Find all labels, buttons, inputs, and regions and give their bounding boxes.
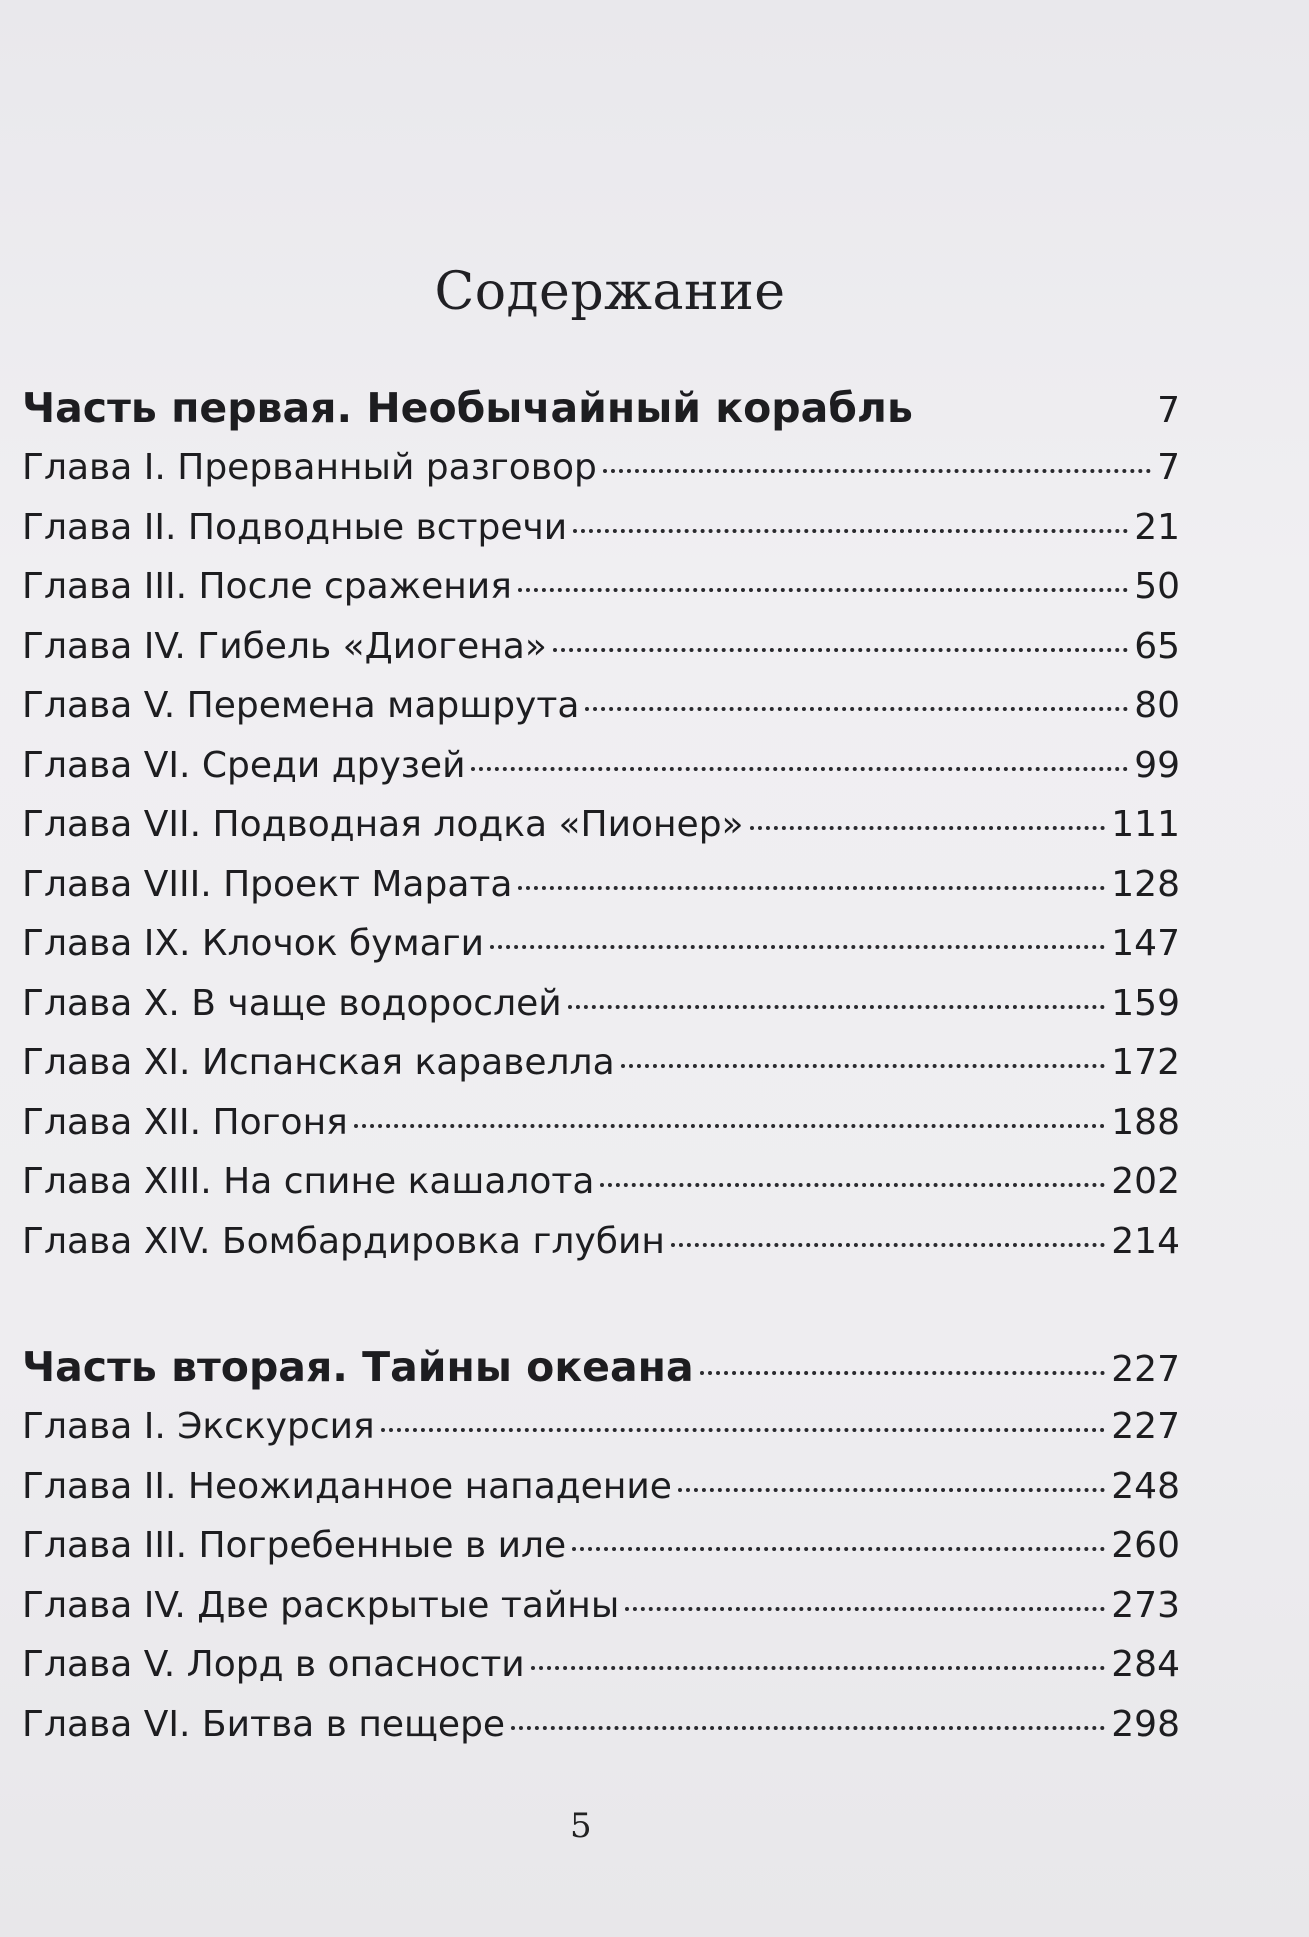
- toc-part-2[interactable]: [22, 1337, 1180, 1397]
- toc-chapter-title: Глава I. Экскурсия: [22, 1406, 375, 1447]
- toc-chapter-title: Глава III. Погребенные в иле: [22, 1525, 567, 1566]
- toc-page-number: 202: [1111, 1161, 1180, 1202]
- dot-leader: [568, 1005, 1106, 1009]
- dot-leader: [518, 588, 1128, 592]
- toc-chapter[interactable]: [22, 1397, 1180, 1457]
- dot-leader: [572, 1547, 1105, 1551]
- toc-chapter-title: Глава VII. Подводная лодка «Пионер»: [22, 804, 744, 845]
- dot-leader: [603, 469, 1151, 473]
- toc-chapter-title: Глава I. Прерванный разговор: [22, 447, 597, 488]
- toc-page-number: 7: [1157, 390, 1180, 431]
- toc-page-number: 284: [1111, 1644, 1180, 1685]
- dot-leader: [511, 1726, 1105, 1730]
- toc-page-number: 21: [1134, 506, 1180, 548]
- dot-leader: [518, 886, 1105, 890]
- toc-chapter-title: Глава XIII. На спине кашалота: [22, 1161, 595, 1202]
- toc-page-number: 128: [1111, 863, 1180, 905]
- toc-chapter-title: Глава II. Подводные встречи: [22, 506, 568, 548]
- toc-page-number: 172: [1111, 1042, 1180, 1083]
- toc-chapter-title: Глава VI. Среди друзей: [22, 744, 466, 786]
- toc-chapter-title: Глава V. Перемена маршрута: [22, 685, 580, 726]
- toc-chapter[interactable]: [22, 1093, 1180, 1153]
- page-number: 5: [570, 1806, 592, 1846]
- toc-chapter[interactable]: [22, 855, 1180, 915]
- toc-chapter-title: Глава X. В чаще водорослей: [22, 982, 562, 1024]
- dot-leader: [700, 1371, 1106, 1375]
- dot-leader: [585, 707, 1128, 711]
- dot-leader: [625, 1607, 1105, 1611]
- dot-leader: [671, 1243, 1105, 1247]
- toc-page-number: 248: [1111, 1465, 1180, 1507]
- toc-chapter-title: Глава XII. Погоня: [22, 1101, 348, 1143]
- toc-chapter[interactable]: [22, 1635, 1180, 1695]
- toc-page-number: 273: [1111, 1584, 1180, 1626]
- toc-chapter-title: Глава VI. Битва в пещере: [22, 1703, 506, 1745]
- toc-chapter[interactable]: [22, 1033, 1180, 1093]
- toc-part-1[interactable]: [22, 378, 1180, 438]
- toc-page-number: 99: [1134, 744, 1180, 786]
- toc-chapter[interactable]: [22, 1516, 1180, 1576]
- dot-leader: [678, 1488, 1105, 1492]
- toc-page-number: 214: [1111, 1220, 1180, 1262]
- toc-chapter-title: Глава IV. Гибель «Диогена»: [22, 625, 547, 667]
- toc-chapter[interactable]: [22, 736, 1180, 796]
- toc-page-number: 80: [1134, 685, 1180, 726]
- toc-page-number: 298: [1111, 1703, 1180, 1745]
- dot-leader: [600, 1183, 1105, 1187]
- toc-chapter[interactable]: [22, 676, 1180, 736]
- toc-page-number: 260: [1111, 1525, 1180, 1566]
- dot-leader: [919, 412, 1151, 416]
- toc-chapter-title: Глава IX. Клочок бумаги: [22, 923, 485, 964]
- toc-page-number: 65: [1134, 625, 1180, 667]
- table-of-contents: [22, 378, 1180, 1754]
- toc-chapter-title: Глава III. После сражения: [22, 566, 512, 607]
- toc-chapter[interactable]: [22, 974, 1180, 1034]
- toc-chapter[interactable]: [22, 795, 1180, 855]
- dot-leader: [750, 826, 1106, 830]
- dot-leader: [354, 1124, 1106, 1128]
- dot-leader: [471, 767, 1128, 771]
- dot-leader: [381, 1428, 1106, 1432]
- toc-chapter-title: Глава VIII. Проект Марата: [22, 863, 513, 905]
- toc-chapter[interactable]: [22, 617, 1180, 677]
- toc-page-number: 188: [1111, 1101, 1180, 1143]
- toc-chapter-title: Глава XI. Испанская каравелла: [22, 1042, 615, 1083]
- dot-leader: [573, 529, 1128, 533]
- toc-chapter-title: Глава IV. Две раскрытые тайны: [22, 1584, 620, 1626]
- toc-chapter[interactable]: [22, 438, 1180, 498]
- toc-chapter[interactable]: [22, 1576, 1180, 1636]
- toc-part-title: Часть вторая. Тайны океана: [22, 1343, 694, 1391]
- toc-chapter-title: Глава II. Неожиданное нападение: [22, 1465, 672, 1507]
- bleed-through-decoration: [429, 10, 1189, 50]
- toc-page-number: 111: [1111, 804, 1180, 845]
- toc-chapter-title: Глава V. Лорд в опасности: [22, 1644, 525, 1685]
- toc-page-number: 227: [1111, 1406, 1180, 1447]
- dot-leader: [621, 1064, 1106, 1068]
- dot-leader: [531, 1666, 1106, 1670]
- dot-leader: [490, 945, 1105, 949]
- toc-chapter-title: Глава XIV. Бомбардировка глубин: [22, 1220, 665, 1262]
- toc-chapter[interactable]: [22, 1152, 1180, 1212]
- toc-chapter[interactable]: [22, 1695, 1180, 1755]
- toc-page-number: 159: [1111, 982, 1180, 1024]
- toc-page-number: 227: [1111, 1349, 1180, 1390]
- section-gap: [22, 1271, 1180, 1337]
- toc-chapter[interactable]: [22, 914, 1180, 974]
- toc-chapter[interactable]: [22, 498, 1180, 558]
- toc-page-number: 50: [1134, 566, 1180, 607]
- page-title: Содержание: [434, 262, 786, 322]
- dot-leader: [553, 648, 1128, 652]
- toc-chapter[interactable]: [22, 557, 1180, 617]
- toc-chapter[interactable]: [22, 1457, 1180, 1517]
- toc-part-title: Часть первая. Необычайный корабль: [22, 384, 913, 432]
- toc-page-number: 147: [1111, 923, 1180, 964]
- toc-page-number: 7: [1157, 447, 1180, 488]
- toc-chapter[interactable]: [22, 1212, 1180, 1272]
